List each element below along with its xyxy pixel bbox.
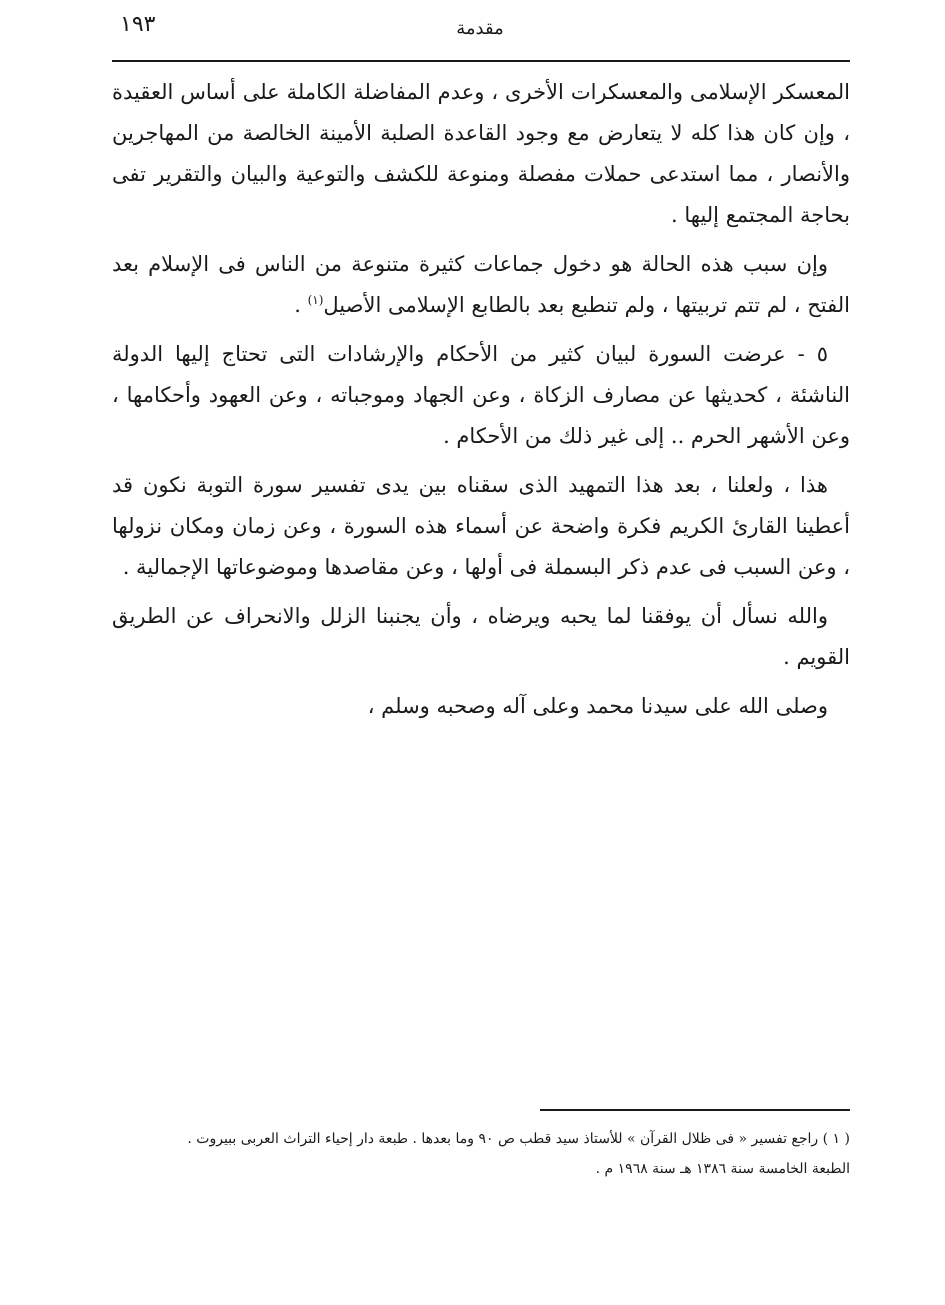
page-number: ١٩٣ <box>120 12 156 37</box>
paragraph-1: المعسكر الإسلامى والمعسكرات الأخرى ، وعدم المفاضلة الكاملة على أساس العقيدة ، وإن كان هذا كله لا يتعارض مع وجود القاعدة الصلبة الأمينة الخالصة من المهاجرين والأنصار ، مما استدعى حملات مفصلة ومنوعة للكشف والتوعية والبيان والتقرير تفى بحاجة المجتمع إليها . <box>112 80 850 227</box>
paragraph-2-tail: . <box>294 293 308 317</box>
body-text <box>112 72 850 735</box>
paragraph-4: هذا ، ولعلنا ، بعد هذا التمهيد الذى سقناه بين يدى تفسير سورة التوبة نكون قد أعطينا القارئ الكريم فكرة واضحة عن أسماء هذه السورة ، وعن زمان ومكان نزولها ، وعن السبب فى عدم ذكر البسملة فى أولها ، وعن مقاصدها وموضوعاتها الإجمالية . <box>112 473 850 579</box>
footnotes <box>112 1124 850 1184</box>
paragraph-2 <box>112 244 850 326</box>
paragraph-6: وصلى الله على سيدنا محمد وعلى آله وصحبه وسلم ، <box>367 694 828 718</box>
footnote-line-1: ( ١ ) راجع تفسير « فى ظلال القرآن » للأستاذ سيد قطب ص ٩٠ وما بعدها . طبعة دار إحياء التراث العربى ببيروت . <box>187 1131 850 1147</box>
paragraph-5: والله نسأل أن يوفقنا لما يحبه ويرضاه ، وأن يجنبنا الزلل والانحراف عن الطريق القويم . <box>112 604 850 669</box>
footnote-line-2: الطبعة الخامسة سنة ١٣٨٦ هـ سنة ١٩٦٨ م . <box>595 1161 850 1177</box>
paragraph-3: ٥ - عرضت السورة لبيان كثير من الأحكام والإرشادات التى تحتاج إليها الدولة الناشئة ، كحديثها عن مصارف الزكاة ، وعن الجهاد وموجباته ، وعن العهود وأحكامها ، وعن الأشهر الحرم .. إلى غير ذلك من الأحكام . <box>112 342 850 448</box>
page-header <box>110 6 850 56</box>
header-rule <box>112 60 850 62</box>
paragraph-2-text: وإن سبب هذه الحالة هو دخول جماعات كثيرة متنوعة من الناس فى الإسلام بعد الفتح ، لم تتم تربيتها ، ولم تنطبع بعد بالطابع الإسلامى الأصيل <box>112 252 850 317</box>
footnote-rule <box>540 1109 850 1111</box>
footnote-reference[interactable]: (١) <box>307 293 324 307</box>
running-title: مقدمة <box>456 18 504 39</box>
